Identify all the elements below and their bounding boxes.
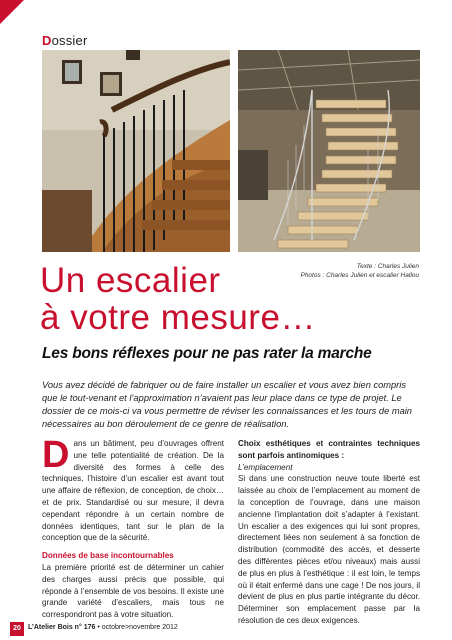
subheading-basics: Données de base incontournables	[42, 551, 174, 561]
subheading-choices: Choix esthétiques et contraintes techniques sont parfois antinomiques :	[238, 439, 420, 460]
photo-workshop-staircase	[238, 50, 420, 252]
paragraph-location: Si dans une construction neuve toute liberté est laissée au choix de l’emplacement au moment de la conception de l’ouvrage, dans une maison ancienne l’implantation doit s’adapter à l’existant. Un escalier a des exigences qui lui sont propres, directement liées non seulement à sa fonction de distribution (commodité des accès, et desserte des différentes pièces et/ou niveaux) mais aussi de plus en plus à l’esthétique : il est loin, le temps où il était enfermé dans une cage ! De nos jours, il devient de plus en plus partie intégrante du décor. Déterminer son emplacement passe par la résolution de ces deux exigences.	[238, 474, 420, 625]
paragraph-basics: La première priorité est de déterminer un cahier des charges aussi précis que possible, qui réponde à l’ensemble de vos besoins. Il existe une grande variété d’escaliers, mais tous ne correspondront pas à votre situation.	[42, 562, 224, 620]
page-number: 20	[10, 622, 24, 636]
title-line-2: à votre mesure…	[40, 298, 316, 337]
magazine-name: L’Atelier Bois n° 176	[28, 624, 96, 631]
paragraph-opening-text: ans un bâtiment, peu d’ouvrages offrent une telle potentialité de création. De la diversité des formes à celle des techniques, l’histoire d’un escalier est avant tout une affaire de réflexion, de conception, de choix… et de prix. Standardisé ou sur mesure, il devra cependant répondre à un certain nombre de données identiques, tant sur le plan de la conception que de la sécurité.	[42, 439, 224, 543]
title-line-1: Un escalier	[40, 261, 221, 300]
intro-paragraph: Vous avez décidé de fabriquer ou de faire installer un escalier et vous avez bien compris que le tout-venant et l’approximation n’avaient pas leur place dans ce type de projet. Le dossier de ce mois-ci va vous permettre de réviser les connaissances et les tours de main nécessaires au bon déroulement de ce genre de réalisation.	[42, 380, 412, 429]
credit-photos: Photos : Charles Julien et escalier Hallou	[300, 272, 419, 279]
column-left	[42, 434, 224, 627]
corner-accent	[0, 0, 24, 24]
paragraph-opening	[42, 434, 224, 544]
column-right	[238, 438, 420, 633]
subheading-location: L’emplacement	[238, 462, 293, 472]
issue-date: • octobre>novembre 2012	[95, 624, 178, 631]
section-label	[42, 33, 87, 48]
section-initial: D	[42, 33, 52, 48]
credit-text: Texte : Charles Julien	[356, 263, 419, 270]
section-rest: ossier	[51, 33, 88, 48]
photo-wooden-staircase	[42, 50, 230, 252]
article-title	[40, 262, 420, 336]
article-subtitle: Les bons réflexes pour ne pas rater la marche	[42, 345, 372, 362]
footer-text	[28, 624, 178, 631]
page-footer	[0, 622, 452, 636]
drop-cap: D	[42, 434, 70, 476]
